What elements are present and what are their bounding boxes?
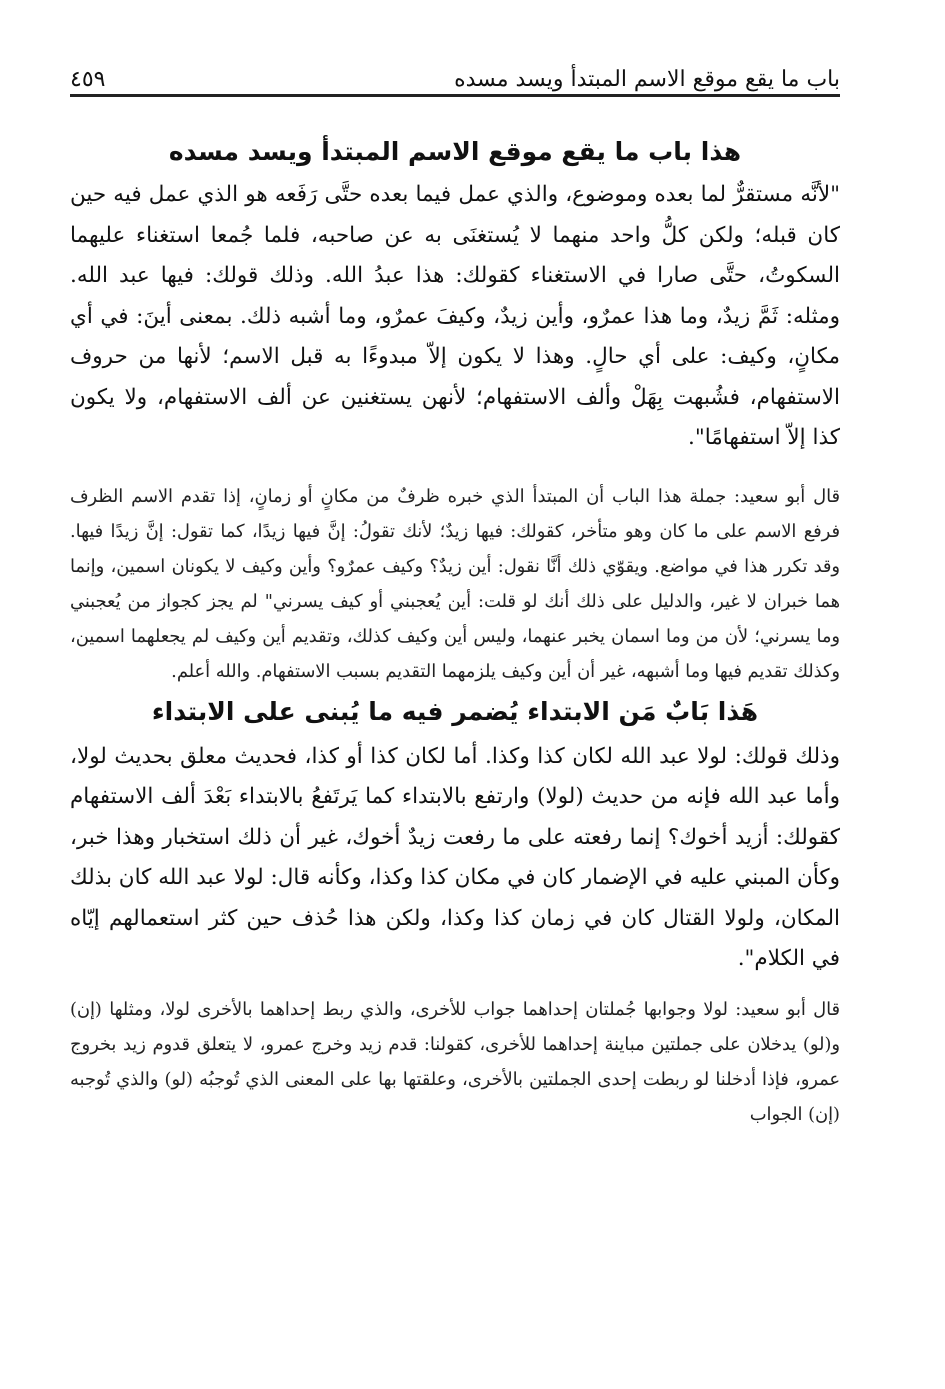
commentary-text: قال أبو سعيد: لولا وجوابها جُملتان إحداهما جواب للأخرى، والذي ربط إحداهما بالأخرى لولا، ومثلها (إن) و(لو) يدخلان على جملتين مباينة إحداهما للأخرى، كقولنا: قدم زيد وخرج عمرو، لا يتعلق قدوم زيد بخروج عمرو، فإذا أدخلنا لو ربطت إحدى الجملتين بالأخرى، وعلقتها بها على المعنى الذي تُوجبُه (لو) والذي تُوجبه (إن) الجواب (70, 998, 840, 1125)
section-heading: هذا باب ما يقع موقع الاسم المبتدأ ويسد مسده (168, 137, 742, 166)
page-number: ٤٥٩ (70, 67, 106, 92)
running-title: باب ما يقع موقع الاسم المبتدأ ويسد مسده (454, 67, 840, 92)
book-page (70, 48, 840, 1132)
commentary-text: قال أبو سعيد: جملة هذا الباب أن المبتدأ الذي خبره ظرفٌ من مكانٍ أو زمانٍ، إذا تقدم الاسم الظرف فرفع الاسم على ما كان وهو متأخر، كقولك: فيها زيدٌ؛ لأنك تقولُ: إنَّ فيها زيدًا، كما تقول: إنَّ زيدًا فيها. وقد تكرر هذا في مواضع. ويقوّي ذلك أنَّا نقول: أين زيدٌ؟ وكيف عمرٌو؟ وأين وكيف لا يكونان اسمين، وإنما هما خبران لا غير، والدليل على ذلك أنك لو قلت: أين يُعجبني أو كيف يسرني" لم يجز كجواز من يُعجبني وما يسرني؛ لأن من وما اسمان يخبر عنهما، وليس أين وكيف كذلك، وتقديم أين وكيف لم يجعلهما اسمين، وكذلك تقديم فيها وما أشبهه، غير أن أين وكيف يلزمهما التقديم بسبب الاستفهام. والله أعلم. (70, 485, 840, 682)
running-header (70, 48, 840, 97)
main-text: وذلك قولك: لولا عبد الله لكان كذا وكذا. أما لكان كذا أو كذا، فحديث معلق بحديث لولا، وأما عبد الله فإنه من حديث (لولا) وارتفع بالابتداء كما يَرتَفعُ بالابتداء بَعْدَ ألف الاستفهام كقولك: أزيد أخوك؟ إنما رفعته على ما رفعت زيدٌ أخوك، غير أن ذلك استخبار وهذا خبر، وكأن المبني عليه في الإضمار كان في مكان كذا وكذا، وكأنه قال: لولا عبد الله كان بذلك المكان، ولولا القتال كان في زمان كذا وكذا، ولكن هذا حُذف حين كثر استعمالهم إيّاه في الكلام". (70, 743, 840, 971)
section-heading: هَذا بَابٌ مَن الابتداء يُضمر فيه ما يُبنى على الابتداء (151, 696, 759, 726)
main-text: "لأنَّه مستقرٌّ لما بعده وموضوع، والذي عمل فيما بعده حتَّى رَفَعه هو الذي عمل فيه حين كان قبله؛ ولكن كلُّ واحد منهما لا يُستغنَى به عن صاحبه، فلما جُمعا استغناء عليهما السكوتُ، حتَّى صارا في الاستغناء كقولك: هذا عبدُ الله. وذلك قولك: فيها عبد الله. ومثله: ثَمَّ زيدٌ، وما هذا عمرٌو، وأين زيدٌ، وكيفَ عمرٌو، وما أشبه ذلك. بمعنى أينَ: في أي مكانٍ، وكيف: على أي حالٍ. وهذا لا يكون إلاّ مبدوءًا به قبل الاسم؛ لأنها من حروف الاستفهام، فشُبهت بِهَلْ وألف الاستفهام؛ لأنهن يستغنين عن ألف الاستفهام، ولا يكون كذا إلاّ استفهامًا". (70, 182, 840, 450)
